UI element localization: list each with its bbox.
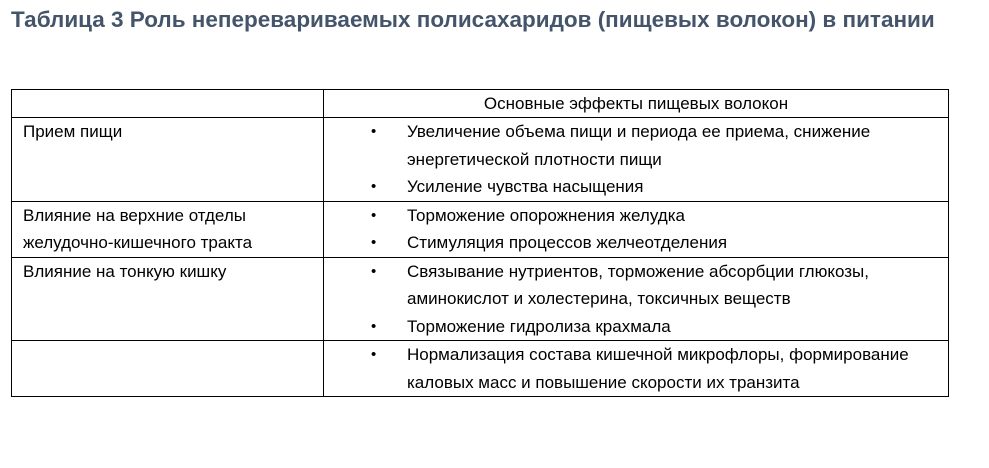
table-header-row xyxy=(12,90,949,118)
category-cell: Прием пищи xyxy=(12,118,324,202)
effects-list xyxy=(324,341,948,396)
effects-list xyxy=(324,202,948,257)
category-cell: Влияние на тонкую кишку xyxy=(12,257,324,341)
bullet-icon: • xyxy=(371,178,377,195)
effect-text: Увеличение объема пищи и периода ее приема, снижение энергетической плотности пищи xyxy=(407,122,871,169)
category-cell: Влияние на верхние отделы желудочно-кишечного тракта xyxy=(12,201,324,257)
effect-text: Стимуляция процессов желчеотделения xyxy=(407,233,728,252)
list-item xyxy=(324,202,948,230)
list-item xyxy=(324,258,948,313)
bullet-icon: • xyxy=(371,234,377,251)
dietary-fiber-effects-table xyxy=(11,89,949,397)
list-item xyxy=(324,313,948,341)
table-row xyxy=(12,257,949,341)
list-item xyxy=(324,118,948,173)
effect-text: Торможение опорожнения желудка xyxy=(407,205,685,225)
effect-text: Усиление чувства насыщения xyxy=(407,177,644,196)
bullet-icon: • xyxy=(371,262,377,280)
table-row xyxy=(12,201,949,257)
effects-list xyxy=(324,118,948,201)
effect-text: Связывание нутриентов, торможение абсорбции глюкозы, аминокислот и холестерина, токсичных веществ xyxy=(407,261,869,308)
list-item xyxy=(324,229,948,257)
table-row xyxy=(12,118,949,202)
document-title: Таблица 3 Роль неперевариваемых полисахаридов (пищевых волокон) в питании xyxy=(11,7,935,32)
effects-cell xyxy=(324,118,949,202)
effects-list xyxy=(324,258,948,341)
bullet-icon: • xyxy=(371,346,377,363)
effect-text: Нормализация состава кишечной микрофлоры, формирование каловых масс и повышение скорости их транзита xyxy=(407,345,909,392)
effect-text: Торможение гидролиза крахмала xyxy=(407,316,671,336)
header-cell-effects: Основные эффекты пищевых волокон xyxy=(324,90,949,118)
bullet-icon: • xyxy=(371,317,377,335)
effects-cell xyxy=(324,201,949,257)
effects-cell xyxy=(324,341,949,397)
effects-cell xyxy=(324,257,949,341)
category-cell xyxy=(12,341,324,397)
bullet-icon: • xyxy=(371,123,377,140)
table-row xyxy=(12,341,949,397)
header-cell-empty xyxy=(12,90,324,118)
list-item xyxy=(324,341,948,396)
bullet-icon: • xyxy=(371,206,377,224)
list-item xyxy=(324,173,948,201)
